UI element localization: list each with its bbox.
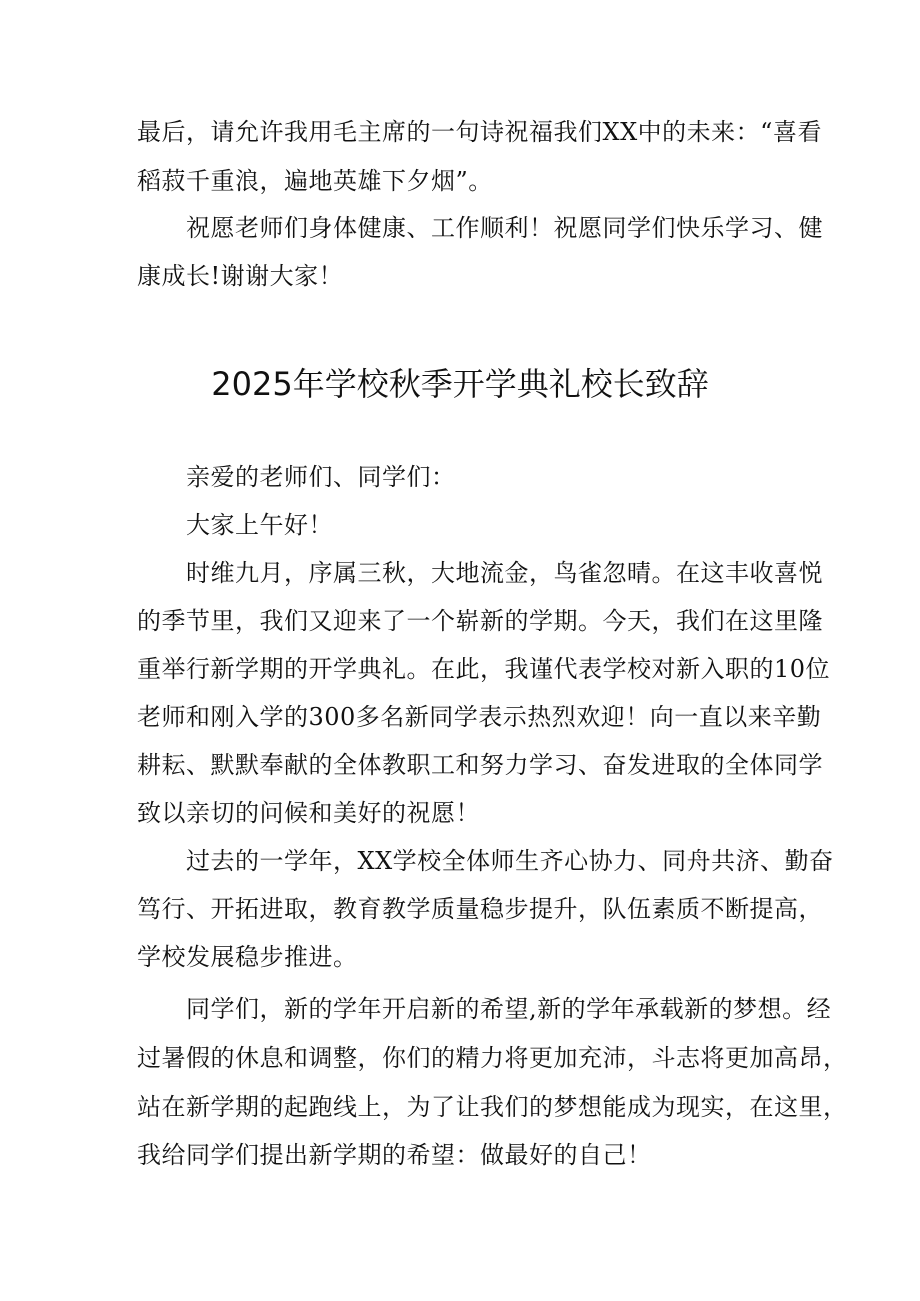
text-line: 过去的一学年，XX学校全体师生齐心协力、同舟共济、勤奋 — [186, 847, 834, 875]
text-line: 时维九月，序属三秋，大地流金，鸟雀忽晴。在这丰收喜悦 — [186, 559, 823, 587]
text-line: 的季节里，我们又迎来了一个崭新的学期。今天，我们在这里隆 — [137, 607, 823, 635]
speech-title: 2025年学校秋季开学典礼校长致辞 — [211, 365, 709, 403]
salutation: 亲爱的老师们、同学们： — [186, 463, 456, 491]
text-line: 笃行、开拓进取，教育教学质量稳步提升，队伍素质不断提高， — [137, 895, 823, 923]
text-line: 站在新学期的起跑线上，为了让我们的梦想能成为现实，在这里， — [137, 1093, 848, 1121]
text-line: 过暑假的休息和调整，你们的精力将更加充沛，斗志将更加高昂， — [137, 1044, 848, 1072]
text-line: 学校发展稳步推进。 — [137, 943, 358, 971]
text-line: 最后，请允许我用毛主席的一句诗祝福我们XX中的未来：“喜看 — [137, 118, 822, 146]
text-line: 重举行新学期的开学典礼。在此，我谨代表学校对新入职的10位 — [137, 655, 831, 683]
text-line: 我给同学们提出新学期的希望：做最好的自己！ — [137, 1141, 652, 1169]
text-line: 老师和刚入学的300多名新同学表示热烈欢迎！向一直以来辛勤 — [137, 703, 822, 731]
text-line: 康成长!谢谢大家！ — [137, 262, 344, 290]
text-line: 致以亲切的问候和美好的祝愿！ — [137, 799, 480, 827]
greeting: 大家上午好！ — [186, 511, 333, 539]
text-line: 同学们，新的学年开启新的希望,新的学年承载新的梦想。经 — [186, 995, 832, 1023]
text-line: 稻菽千重浪，遍地英雄下夕烟”。 — [137, 167, 493, 195]
text-line: 耕耘、默默奉献的全体教职工和努力学习、奋发进取的全体同学 — [137, 751, 823, 779]
text-line: 祝愿老师们身体健康、工作顺利！祝愿同学们快乐学习、健 — [186, 214, 823, 242]
